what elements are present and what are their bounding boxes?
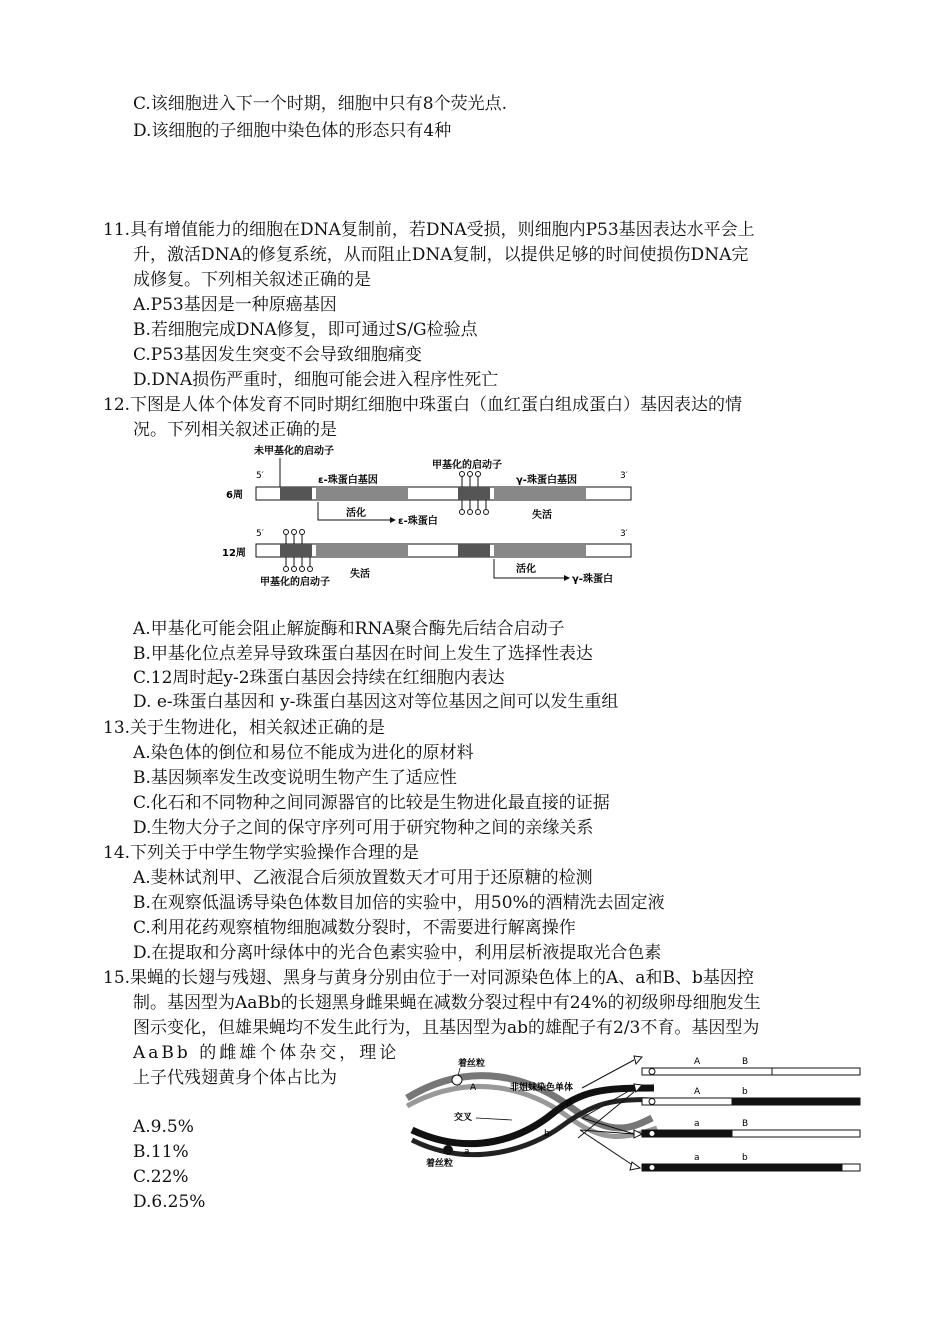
centromere-bottom-label: 着丝粒: [426, 1159, 454, 1169]
centromere-top: [452, 1075, 462, 1085]
q13-option-d: D.生物大分子之间的保守序列可用于研究物种之间的亲缘关系: [133, 818, 594, 838]
epsilon-gene-block-12w: [316, 544, 408, 557]
allele-b-label: b: [544, 1129, 550, 1139]
gamete1-allele-1: A: [694, 1057, 701, 1067]
gamete-chromatid-Ab: [642, 1087, 860, 1105]
promoter-methylated-12w: [280, 544, 312, 557]
q13-option-c: C.化石和不同物种之间同源器官的比较是生物进化最直接的证据: [133, 793, 610, 813]
q11-stem-line-1: 11.具有增值能力的细胞在DNA复制前，若DNA受损，则细胞内P53基因表达水平会上: [103, 220, 755, 240]
gamete-chromatid-AB: [642, 1057, 860, 1075]
gamete-chromatid-ab: [642, 1153, 860, 1171]
q12-option-a: A.甲基化可能会阻止解旋酶和RNA聚合酶先后结合启动子: [133, 619, 565, 639]
q14-option-d: D.在提取和分离叶绿体中的光合色素实验中，利用层析液提取光合色素: [133, 943, 662, 963]
q15-option-a: A.9.5%: [133, 1117, 194, 1137]
q14-option-b: B.在观察低温诱导染色体数目加倍的实验中，用50%的酒精洗去固定液: [133, 893, 665, 913]
gamete2-allele-2: b: [742, 1087, 748, 1097]
three-prime-top: 3′: [620, 471, 628, 481]
q14-option-c: C.利用花药观察植物细胞减数分裂时，不需要进行解离操作: [133, 918, 576, 938]
q10-option-d: D.该细胞的子细胞中染色体的形态只有4种: [133, 121, 452, 141]
gamma-gene-block-6w: [494, 487, 586, 500]
epsilon-gene-block: [316, 487, 408, 500]
gamete-chromatid-aB: [642, 1119, 860, 1137]
q11-stem-line-2: 升，激活DNA的修复系统，从而阻止DNA复制，以提供足够的时间使损伤DNA完: [133, 245, 749, 265]
allele-A-label: A: [470, 1083, 477, 1093]
gamete4-allele-1: a: [694, 1153, 700, 1163]
five-prime-top: 5′: [256, 471, 264, 481]
q11-option-c: C.P53基因发生突变不会导致细胞痛变: [133, 345, 422, 365]
promoter-unmethylated-12w: [458, 544, 490, 557]
globin-gene-figure: [220, 440, 640, 590]
q14-option-a: A.斐林试剂甲、乙液混合后须放置数天才可用于还原糖的检测: [133, 868, 593, 888]
crossover-label: 交叉: [454, 1113, 473, 1123]
promoter-unmethylated: [280, 487, 312, 500]
three-prime-bottom: 3′: [620, 529, 628, 539]
gamma-protein-label: γ-珠蛋白: [572, 574, 613, 585]
q12-stem-line-1: 12.下图是人体个体发育不同时期红细胞中珠蛋白（血红蛋白组成蛋白）基因表达的情: [103, 395, 743, 415]
crossover-figure: [402, 1048, 872, 1180]
q12-stem-line-2: 况。下列相关叙述正确的是: [133, 420, 337, 440]
gamete1-allele-2: B: [742, 1057, 749, 1067]
q11-option-d: D.DNA损伤严重时，细胞可能会进入程序性死亡: [133, 370, 499, 390]
gamete3-allele-1: a: [694, 1119, 700, 1129]
week-12-label: 12周: [222, 548, 246, 559]
epsilon-protein-label: ε-珠蛋白: [398, 516, 438, 527]
label-methylated-promoter-bottom: 甲基化的启动子: [260, 577, 330, 588]
q15-stem-line-1: 15.果蝇的长翅与残翅、黑身与黄身分别由位于一对同源染色体上的A、a和B、b基因控: [103, 968, 754, 988]
inactivated-label-6w: 失活: [532, 510, 552, 521]
q13-stem: 13.关于生物进化，相关叙述正确的是: [103, 718, 386, 738]
label-methylated-promoter-top: 甲基化的启动子: [432, 460, 502, 471]
q11-stem-line-3: 成修复。下列相关叙述正确的是: [133, 270, 371, 290]
allele-B-label: B: [566, 1099, 573, 1109]
q10-option-c: C.该细胞进入下一个时期，细胞中只有8个荧光点.: [133, 94, 508, 114]
centromere-top-label: 着丝粒: [458, 1059, 486, 1069]
q15-stem-line-2: 制。基因型为AaBb的长翅黑身雌果蝇在减数分裂过程中有24%的初级卵母细胞发生: [133, 993, 761, 1013]
gamete2-allele-1: A: [694, 1087, 701, 1097]
week-6-label: 6周: [226, 490, 243, 501]
nonsister-label: 非姐妹染色单体: [510, 1083, 574, 1093]
q14-stem: 14.下列关于中学生物学实验操作合理的是: [103, 843, 420, 863]
q11-option-b: B.若细胞完成DNA修复，即可通过S/G检验点: [133, 320, 478, 340]
q15-stem-line-4: AaBb 的雌雄个体杂交，理论: [133, 1043, 400, 1063]
q12-option-c: C.12周时起y-2珠蛋白基因会持续在红细胞内表达: [133, 668, 505, 688]
allele-a-label: a: [464, 1147, 470, 1157]
q12-option-d: D. e-珠蛋白基因和 y-珠蛋白基因这对等位基因之间可以发生重组: [133, 692, 619, 712]
promoter-methylated-6w: [458, 487, 490, 500]
five-prime-bottom: 5′: [256, 529, 264, 539]
q15-option-c: C.22%: [133, 1167, 189, 1187]
q15-stem-line-3: 图示变化，但雄果蝇均不发生此行为，且基因型为ab的雄配子有2/3不育。基因型为: [133, 1018, 760, 1038]
segregation-arrows: [578, 1056, 642, 1170]
gamma-gene-block-12w: [494, 544, 586, 557]
q13-option-a: A.染色体的倒位和易位不能成为进化的原材料: [133, 743, 474, 763]
inactivated-label-12w: 失活: [350, 569, 370, 580]
q11-option-a: A.P53基因是一种原癌基因: [133, 295, 337, 315]
epsilon-gene-label: ε-珠蛋白基因: [318, 475, 378, 486]
gamete3-allele-2: B: [742, 1119, 749, 1129]
q12-option-b: B.甲基化位点差异导致珠蛋白基因在时间上发生了选择性表达: [133, 644, 593, 664]
gamma-gene-label: γ-珠蛋白基因: [516, 475, 577, 486]
q15-option-d: D.6.25%: [133, 1192, 206, 1212]
gamete4-allele-2: b: [742, 1153, 748, 1163]
q15-stem-line-5: 上子代残翅黄身个体占比为: [133, 1068, 337, 1088]
activated-label-12w: 活化: [516, 564, 536, 575]
centromere-bottom: [443, 1145, 453, 1155]
activated-label-6w: 活化: [346, 508, 366, 519]
q15-option-b: B.11%: [133, 1142, 189, 1162]
q13-option-b: B.基因频率发生改变说明生物产生了适应性: [133, 768, 457, 788]
label-unmethylated-promoter: 未甲基化的启动子: [254, 446, 334, 457]
